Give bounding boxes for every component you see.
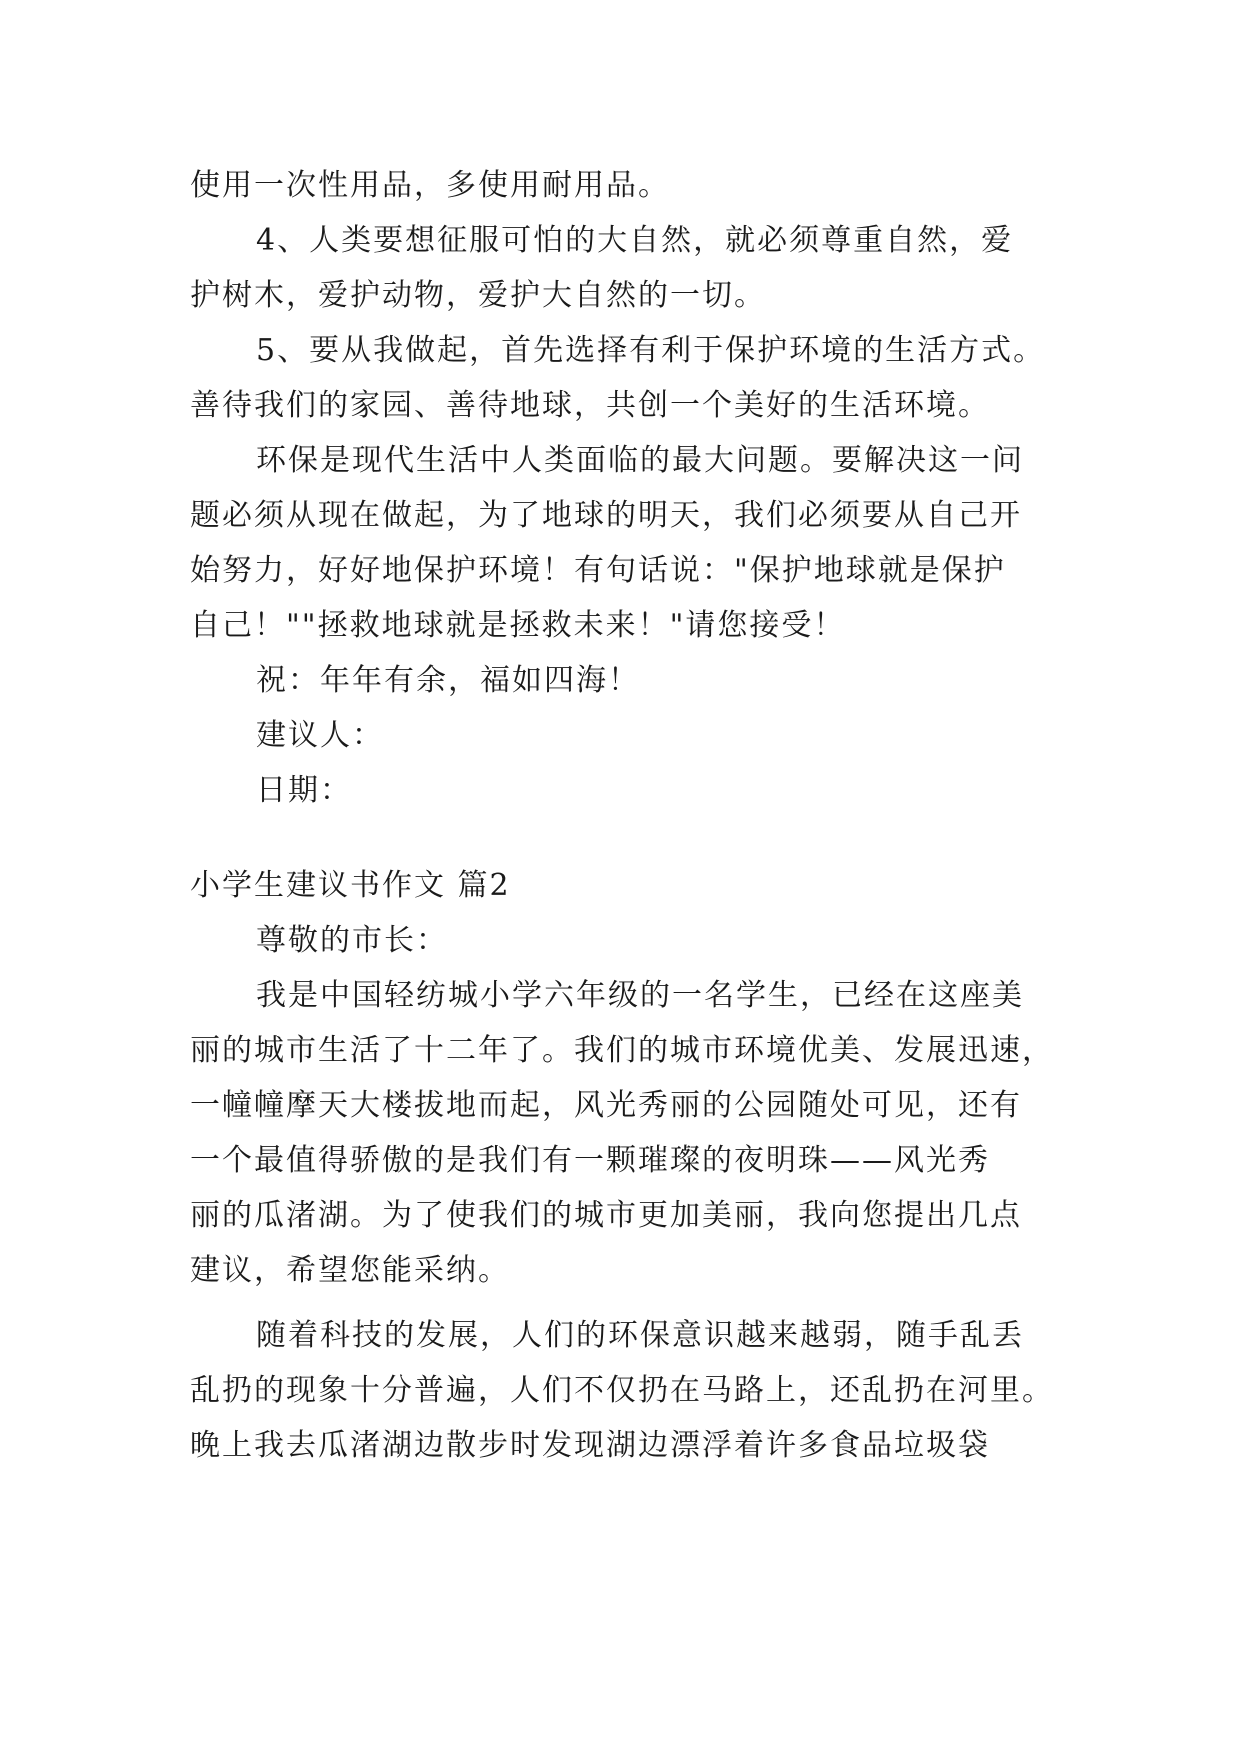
text-line: 日期：	[256, 773, 352, 808]
text-line: 晚上我去瓜渚湖边散步时发现湖边漂浮着许多食品垃圾袋	[190, 1428, 990, 1463]
text-line: 建议人：	[256, 718, 384, 753]
text-line: 4、人类要想征服可怕的大自然，就必须尊重自然，爱	[256, 223, 1014, 258]
text-line: 丽的瓜渚湖。为了使我们的城市更加美丽，我向您提出几点	[190, 1198, 1022, 1233]
text-line: 始努力，好好地保护环境！有句话说："保护地球就是保护	[190, 553, 1006, 588]
text-line: 护树木，爱护动物，爱护大自然的一切。	[190, 278, 766, 313]
text-line: 乱扔的现象十分普遍，人们不仅扔在马路上，还乱扔在河里。	[190, 1373, 1054, 1408]
text-line: 5、要从我做起，首先选择有利于保护环境的生活方式。	[256, 333, 1046, 368]
section-heading: 小学生建议书作文 篇2	[190, 868, 511, 903]
text-line: 祝：年年有余，福如四海！	[256, 663, 640, 698]
text-line: 使用一次性用品，多使用耐用品。	[190, 168, 670, 203]
text-line: 一幢幢摩天大楼拔地而起，风光秀丽的公园随处可见，还有	[190, 1088, 1022, 1123]
text-line: 丽的城市生活了十二年了。我们的城市环境优美、发展迅速，	[190, 1033, 1054, 1068]
text-line: 善待我们的家园、善待地球，共创一个美好的生活环境。	[190, 388, 990, 423]
text-line: 题必须从现在做起，为了地球的明天，我们必须要从自己开	[190, 498, 1022, 533]
text-line: 尊敬的市长：	[256, 923, 448, 958]
text-line: 环保是现代生活中人类面临的最大问题。要解决这一问	[256, 443, 1024, 478]
text-line: 随着科技的发展，人们的环保意识越来越弱，随手乱丢	[256, 1318, 1024, 1353]
text-line: 自己！""拯救地球就是拯救未来！"请您接受！	[190, 608, 846, 643]
text-line: 我是中国轻纺城小学六年级的一名学生，已经在这座美	[256, 978, 1024, 1013]
text-line: 一个最值得骄傲的是我们有一颗璀璨的夜明珠——风光秀	[190, 1143, 990, 1178]
text-line: 建议，希望您能采纳。	[190, 1253, 510, 1288]
